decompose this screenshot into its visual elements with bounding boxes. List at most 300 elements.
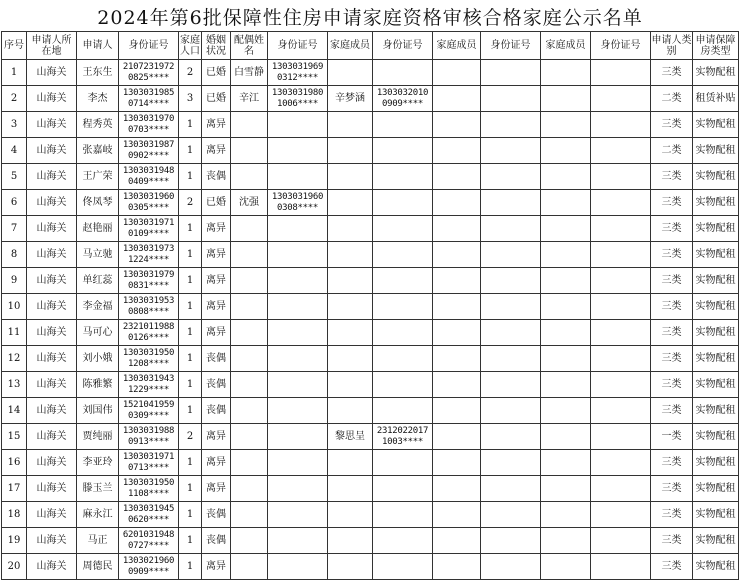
table-cell: 2 [179,190,202,216]
table-cell [373,190,433,216]
table-cell [268,320,328,346]
table-cell: 三类 [651,450,693,476]
table-cell: 实物配租 [693,398,739,424]
table-cell [541,268,591,294]
table-cell [541,216,591,242]
table-cell: 2 [2,86,27,112]
table-cell: 实物配租 [693,554,739,580]
table-cell [481,476,541,502]
table-cell [268,112,328,138]
table-cell [541,502,591,528]
table-cell: 实物配租 [693,138,739,164]
table-cell [328,320,373,346]
table-cell: 三类 [651,164,693,190]
table-cell [373,320,433,346]
table-cell [591,242,651,268]
table-cell [481,554,541,580]
table-cell: 三类 [651,60,693,86]
table-cell: 离异 [202,294,231,320]
table-cell: 2 [179,424,202,450]
column-header: 申请人类别 [651,32,693,60]
table-cell [591,476,651,502]
table-cell: 1303031953 0808**** [119,294,179,320]
table-cell [541,86,591,112]
table-cell [373,138,433,164]
table-cell: 贾纯丽 [77,424,119,450]
table-cell: 山海关 [27,502,77,528]
table-cell [481,112,541,138]
table-cell [433,502,481,528]
table-cell: 12 [2,346,27,372]
table-row [2,294,739,320]
table-cell [481,190,541,216]
table-cell [373,528,433,554]
table-cell: 11 [2,320,27,346]
table-cell [328,476,373,502]
table-cell: 李杰 [77,86,119,112]
table-cell [328,190,373,216]
table-cell [328,242,373,268]
table-cell: 1303031980 1006**** [268,86,328,112]
table-cell [591,216,651,242]
table-cell: 1303031973 1224**** [119,242,179,268]
table-cell: 1303031948 0409**** [119,164,179,190]
table-cell: 1 [179,268,202,294]
table-cell [328,138,373,164]
table-cell [541,112,591,138]
table-cell: 1303031960 0308**** [268,190,328,216]
table-row [2,554,739,580]
table-cell: 2 [179,60,202,86]
table-cell: 实物配租 [693,242,739,268]
table-cell: 离异 [202,268,231,294]
table-cell: 已婚 [202,86,231,112]
table-cell: 辛江 [231,86,268,112]
table-cell [433,294,481,320]
column-header: 申请人 [77,32,119,60]
table-cell [481,164,541,190]
table-cell [541,372,591,398]
table-cell [328,164,373,190]
table-cell: 6201031948 0727**** [119,528,179,554]
table-cell [328,502,373,528]
table-cell [373,476,433,502]
table-cell [481,320,541,346]
table-cell: 1 [179,216,202,242]
table-cell [541,138,591,164]
column-header: 家庭人口 [179,32,202,60]
table-cell: 张嘉岐 [77,138,119,164]
column-header: 身份证号 [373,32,433,60]
table-cell [433,450,481,476]
table-cell: 1303031945 0620**** [119,502,179,528]
table-cell: 山海关 [27,372,77,398]
table-cell [481,528,541,554]
table-row [2,268,739,294]
table-cell: 1 [179,346,202,372]
table-cell: 1303031987 0902**** [119,138,179,164]
table-cell [231,476,268,502]
table-cell: 山海关 [27,450,77,476]
table-cell: 麻永江 [77,502,119,528]
table-cell [328,294,373,320]
table-cell [231,372,268,398]
table-row [2,502,739,528]
table-cell [481,268,541,294]
table-cell: 刘小娥 [77,346,119,372]
table-cell: 7 [2,216,27,242]
table-cell: 黎思呈 [328,424,373,450]
table-cell: 山海关 [27,112,77,138]
table-cell [268,450,328,476]
table-cell: 三类 [651,476,693,502]
table-cell: 实物配租 [693,424,739,450]
table-cell: 李亚玲 [77,450,119,476]
table-cell: 实物配租 [693,60,739,86]
table-cell [481,372,541,398]
table-cell: 三类 [651,398,693,424]
table-cell [481,346,541,372]
table-row [2,476,739,502]
table-cell [231,424,268,450]
table-cell: 王东生 [77,60,119,86]
table-cell [328,268,373,294]
table-cell [328,398,373,424]
table-cell: 沈强 [231,190,268,216]
table-cell [433,190,481,216]
table-cell [373,60,433,86]
table-cell [433,528,481,554]
table-cell: 滕玉兰 [77,476,119,502]
table-cell: 1 [179,372,202,398]
table-cell: 三类 [651,268,693,294]
table-cell: 三类 [651,216,693,242]
table-cell: 山海关 [27,346,77,372]
table-cell: 三类 [651,502,693,528]
table-cell [541,242,591,268]
table-cell: 2107231972 0825**** [119,60,179,86]
table-cell: 1303031971 0713**** [119,450,179,476]
table-cell: 8 [2,242,27,268]
table-cell: 离异 [202,216,231,242]
table-cell: 赵艳丽 [77,216,119,242]
table-cell: 实物配租 [693,476,739,502]
table-cell [541,164,591,190]
table-cell: 1303031960 0305**** [119,190,179,216]
table-cell [231,528,268,554]
table-cell: 陈雅繁 [77,372,119,398]
table-cell [481,398,541,424]
table-cell: 离异 [202,138,231,164]
table-row [2,60,739,86]
table-cell: 1 [179,138,202,164]
table-cell [433,346,481,372]
table-cell: 2321011988 0126**** [119,320,179,346]
table-cell: 1 [2,60,27,86]
table-cell: 离异 [202,320,231,346]
table-cell: 17 [2,476,27,502]
table-cell [481,450,541,476]
table-cell [481,424,541,450]
table-cell [541,528,591,554]
table-cell: 丧偶 [202,398,231,424]
table-cell [541,450,591,476]
table-cell: 实物配租 [693,190,739,216]
table-cell: 实物配租 [693,346,739,372]
table-header-row [2,32,739,60]
table-cell [433,372,481,398]
table-row [2,112,739,138]
table-cell [433,242,481,268]
table-cell [373,268,433,294]
table-row [2,242,739,268]
table-cell: 程秀英 [77,112,119,138]
table-cell: 三类 [651,372,693,398]
column-header: 序号 [2,32,27,60]
table-cell: 丧偶 [202,346,231,372]
table-cell: 离异 [202,112,231,138]
table-cell: 离异 [202,476,231,502]
table-cell: 王广荣 [77,164,119,190]
table-cell: 1303031988 0913**** [119,424,179,450]
table-cell [591,60,651,86]
table-cell: 实物配租 [693,268,739,294]
table-cell: 已婚 [202,190,231,216]
table-cell: 1 [179,398,202,424]
table-cell: 山海关 [27,216,77,242]
table-cell [268,216,328,242]
table-cell: 实物配租 [693,216,739,242]
table-cell: 一类 [651,424,693,450]
table-cell: 3 [2,112,27,138]
table-cell [481,216,541,242]
table-row [2,190,739,216]
column-header: 家庭成员 [433,32,481,60]
table-cell: 1303031943 1229**** [119,372,179,398]
table-cell: 4 [2,138,27,164]
column-header: 婚姻状况 [202,32,231,60]
table-cell [591,424,651,450]
table-cell: 丧偶 [202,372,231,398]
table-cell [268,346,328,372]
table-cell: 租赁补贴 [693,86,739,112]
table-cell: 山海关 [27,320,77,346]
table-cell: 山海关 [27,268,77,294]
table-cell [373,164,433,190]
table-cell: 山海关 [27,138,77,164]
table-cell: 山海关 [27,86,77,112]
table-cell [268,294,328,320]
table-cell: 实物配租 [693,164,739,190]
table-cell [268,554,328,580]
table-cell: 18 [2,502,27,528]
table-cell [268,138,328,164]
table-cell [328,346,373,372]
table-cell: 山海关 [27,528,77,554]
column-header: 身份证号 [119,32,179,60]
table-cell [481,60,541,86]
table-cell [231,450,268,476]
table-cell [231,294,268,320]
table-cell: 5 [2,164,27,190]
table-cell [433,86,481,112]
table-cell: 山海关 [27,424,77,450]
table-cell: 李金福 [77,294,119,320]
table-cell [268,502,328,528]
table-cell: 离异 [202,242,231,268]
table-cell [591,190,651,216]
table-cell [268,164,328,190]
table-cell: 1303031971 0109**** [119,216,179,242]
table-cell: 离异 [202,554,231,580]
table-row [2,424,739,450]
table-cell: 1303031985 0714**** [119,86,179,112]
table-cell: 山海关 [27,164,77,190]
table-row [2,346,739,372]
table-row [2,164,739,190]
table-cell [328,216,373,242]
table-cell [231,268,268,294]
table-cell: 10 [2,294,27,320]
table-row [2,320,739,346]
table-cell: 1 [179,112,202,138]
table-cell [591,294,651,320]
table-cell: 山海关 [27,242,77,268]
table-cell [231,346,268,372]
table-row [2,450,739,476]
table-cell [591,164,651,190]
table-cell [541,320,591,346]
table-cell [541,346,591,372]
column-header: 身份证号 [591,32,651,60]
table-cell: 1303031970 0703**** [119,112,179,138]
table-cell: 佟凤琴 [77,190,119,216]
table-cell: 二类 [651,86,693,112]
table-cell: 刘国伟 [77,398,119,424]
table-cell: 20 [2,554,27,580]
table-cell: 1 [179,294,202,320]
table-cell: 1303031969 0312**** [268,60,328,86]
table-cell: 离异 [202,450,231,476]
table-cell [328,554,373,580]
table-cell [373,398,433,424]
column-header: 身份证号 [268,32,328,60]
page-title: 2024年第6批保障性住房申请家庭资格审核合格家庭公示名单 [97,7,643,29]
table-cell: 实物配租 [693,112,739,138]
table-cell: 单红蕊 [77,268,119,294]
table-cell [268,242,328,268]
table-cell: 1303031950 1208**** [119,346,179,372]
table-cell [591,86,651,112]
table-cell: 山海关 [27,60,77,86]
table-cell [373,502,433,528]
table-row [2,216,739,242]
table-cell [433,424,481,450]
table-cell: 1303032010 0909**** [373,86,433,112]
table-cell [328,112,373,138]
column-header: 家庭成员 [541,32,591,60]
table-cell [433,268,481,294]
table-cell [268,398,328,424]
table-cell: 3 [179,86,202,112]
table-cell: 19 [2,528,27,554]
table-cell [591,372,651,398]
table-cell: 离异 [202,424,231,450]
table-cell [591,554,651,580]
table-cell: 山海关 [27,190,77,216]
table-cell: 山海关 [27,398,77,424]
table-cell: 实物配租 [693,372,739,398]
table-cell: 马正 [77,528,119,554]
table-cell [231,320,268,346]
table-cell: 16 [2,450,27,476]
table-cell [481,138,541,164]
table-cell [373,112,433,138]
table-cell [328,450,373,476]
table-cell [433,60,481,86]
table-cell: 1521041959 0309**** [119,398,179,424]
table-cell: 实物配租 [693,450,739,476]
table-cell [373,216,433,242]
table-cell: 2312022017 1003**** [373,424,433,450]
table-cell [481,242,541,268]
table-cell [591,346,651,372]
table-cell: 三类 [651,528,693,554]
table-cell [433,216,481,242]
table-cell: 山海关 [27,554,77,580]
table-cell: 14 [2,398,27,424]
table-cell: 白雪静 [231,60,268,86]
table-cell: 15 [2,424,27,450]
applicant-table [1,31,739,580]
column-header: 身份证号 [481,32,541,60]
table-cell: 1 [179,320,202,346]
table-cell [373,372,433,398]
column-header: 家庭成员 [328,32,373,60]
table-cell [433,398,481,424]
table-cell: 1303021960 0909**** [119,554,179,580]
table-cell: 实物配租 [693,320,739,346]
table-cell: 三类 [651,294,693,320]
table-cell: 三类 [651,320,693,346]
table-cell [591,398,651,424]
table-cell [541,554,591,580]
table-cell [231,554,268,580]
table-cell: 辛梦涵 [328,86,373,112]
table-cell [433,164,481,190]
table-cell: 6 [2,190,27,216]
table-cell [481,294,541,320]
table-cell: 已婚 [202,60,231,86]
column-header: 申请人所在地 [27,32,77,60]
table-row [2,528,739,554]
table-cell: 1303031979 0831**** [119,268,179,294]
table-cell: 1 [179,476,202,502]
table-cell: 周德民 [77,554,119,580]
table-cell [231,112,268,138]
table-cell: 三类 [651,112,693,138]
table-cell [231,164,268,190]
table-cell [433,320,481,346]
table-cell: 1 [179,528,202,554]
table-row [2,86,739,112]
table-cell [541,190,591,216]
table-cell [373,242,433,268]
table-cell: 丧偶 [202,502,231,528]
table-cell [328,528,373,554]
table-cell [591,268,651,294]
table-cell [591,138,651,164]
